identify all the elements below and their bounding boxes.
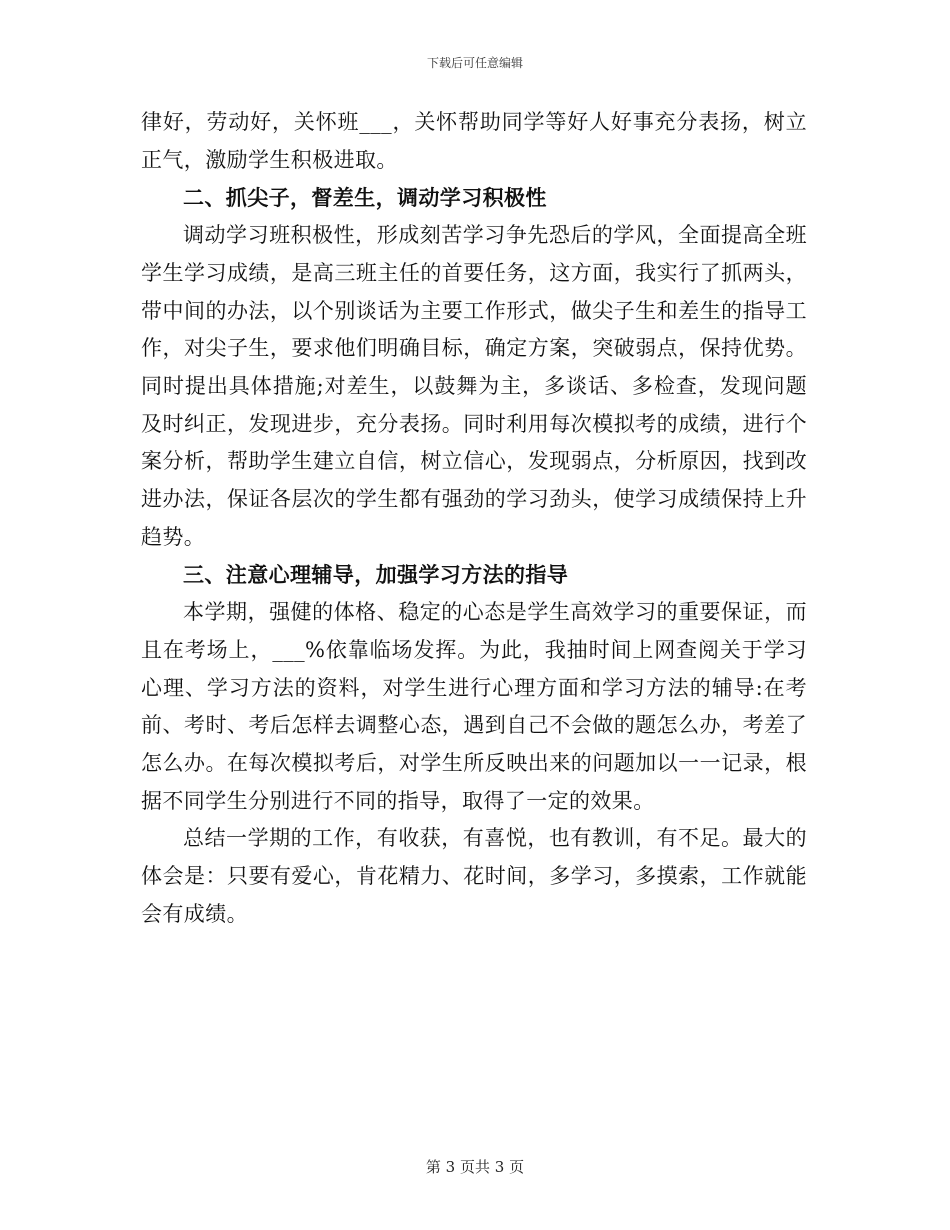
section-heading-3: 三、注意心理辅导，加强学习方法的指导 — [183, 562, 569, 588]
body-paragraph-2: 调动学习班积极性，形成刻苦学习争先恐后的学风，全面提高全班学生学习成绩，是高三班主任的首要任务，这方面，我实行了抓两头，带中间的办法，以个别谈话为主要工作形式，做尖子生和差生的指导工作，对尖子生，要求他们明确目标，确定方案，突破弱点，保持优势。同时提出具体措施;对差生，以鼓舞为主，多谈话、多检查，发现问题及时纠正，发现进步，充分表扬。同时利用每次模拟考的成绩，进行个案分析，帮助学生建立自信，树立信心，发现弱点，分析原因，找到改进办法，保证各层次的学生都有强劲的学习劲头，使学习成绩保持上升趋势。 — [141, 223, 807, 549]
document-body — [141, 104, 807, 933]
continued-paragraph: 律好，劳动好，关怀班___，关怀帮助同学等好人好事充分表扬，树立正气，激励学生积极进取。 — [141, 110, 807, 172]
page-number: 第 3 页共 3 页 — [425, 1158, 525, 1176]
summary-paragraph: 总结一学期的工作，有收获，有喜悦，也有教训，有不足。最大的体会是：只要有爱心，肯花精力、花时间，多学习，多摸索，工作就能会有成绩。 — [141, 826, 807, 926]
body-paragraph-3: 本学期，强健的体格、稳定的心态是学生高效学习的重要保证，而且在考场上，___%依靠临场发挥。为此，我抽时间上网查阅关于学习心理、学习方法的资料，对学生进行心理方面和学习方法的辅导:在考前、考时、考后怎样去调整心态，遇到自己不会做的题怎么办，考差了怎么办。在每次模拟考后，对学生所反映出来的问题加以一一记录，根据不同学生分别进行不同的指导，取得了一定的效果。 — [141, 600, 807, 813]
section-heading-2: 二、抓尖子，督差生，调动学习积极性 — [183, 185, 547, 211]
header-note: 下载后可任意编辑 — [426, 56, 523, 70]
